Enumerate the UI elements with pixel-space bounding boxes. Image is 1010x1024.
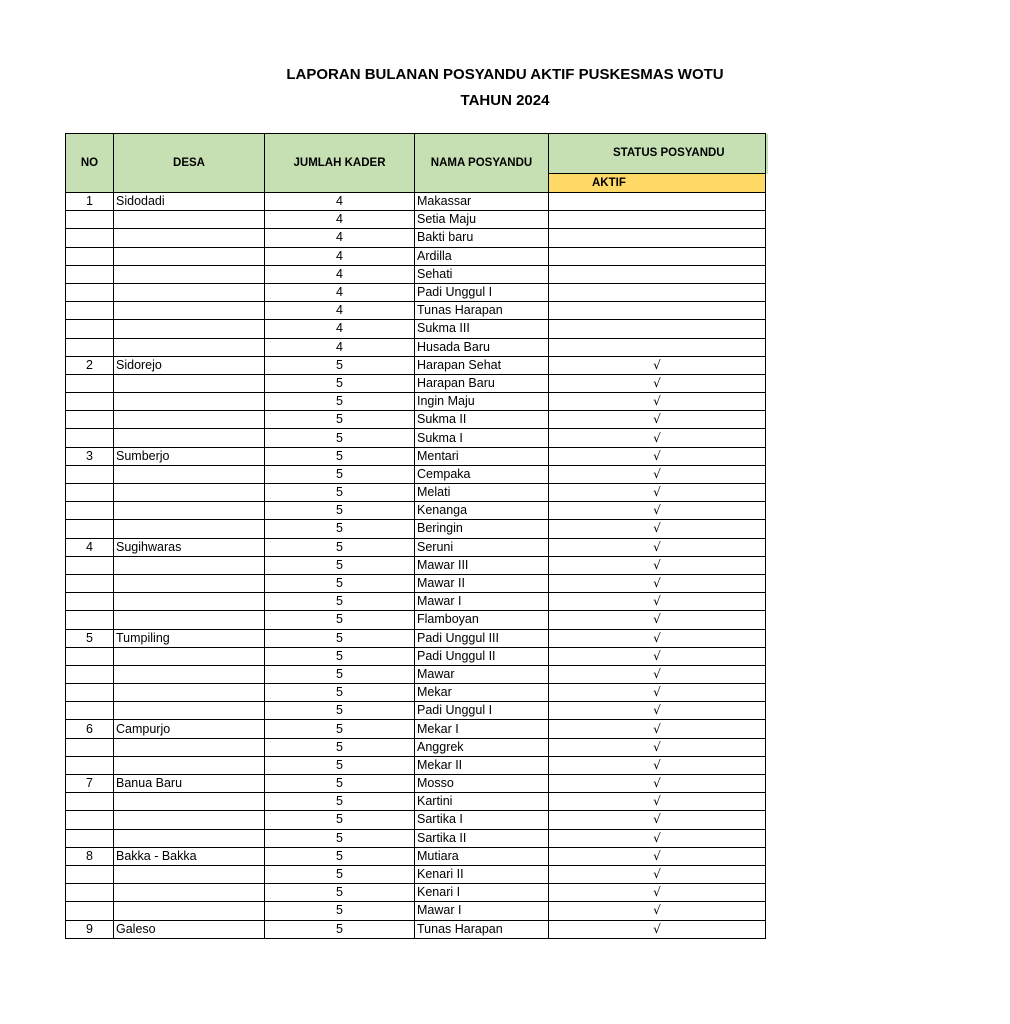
table-row	[66, 865, 766, 883]
cell-nama-posyandu[interactable]: Sukma II	[415, 411, 549, 429]
cell-nama-posyandu[interactable]: Mosso	[415, 775, 549, 793]
cell-no[interactable]	[66, 393, 114, 411]
table-row	[66, 738, 766, 756]
header-aktif: AKTIF	[549, 174, 766, 193]
table-row	[66, 211, 766, 229]
cell-no[interactable]	[66, 702, 114, 720]
cell-status-aktif[interactable]: √	[549, 884, 766, 902]
table-row	[66, 229, 766, 247]
cell-nama-posyandu[interactable]: Husada Baru	[415, 338, 549, 356]
cell-jumlah-kader[interactable]: 5	[265, 593, 415, 611]
cell-desa[interactable]	[114, 484, 265, 502]
cell-desa[interactable]	[114, 829, 265, 847]
cell-jumlah-kader[interactable]: 5	[265, 484, 415, 502]
cell-desa[interactable]: Galeso	[114, 920, 265, 938]
cell-jumlah-kader[interactable]: 5	[265, 920, 415, 938]
cell-no[interactable]	[66, 738, 114, 756]
cell-desa[interactable]	[114, 647, 265, 665]
cell-status-aktif[interactable]: √	[549, 447, 766, 465]
cell-jumlah-kader[interactable]: 4	[265, 265, 415, 283]
cell-status-aktif[interactable]: √	[549, 756, 766, 774]
table-row	[66, 247, 766, 265]
cell-nama-posyandu[interactable]: Mekar II	[415, 756, 549, 774]
cell-status-aktif[interactable]: √	[549, 647, 766, 665]
cell-status-aktif[interactable]: √	[549, 665, 766, 683]
cell-jumlah-kader[interactable]: 4	[265, 211, 415, 229]
cell-status-aktif[interactable]	[549, 338, 766, 356]
cell-desa[interactable]	[114, 611, 265, 629]
cell-jumlah-kader[interactable]: 5	[265, 720, 415, 738]
cell-nama-posyandu[interactable]: Melati	[415, 484, 549, 502]
cell-desa[interactable]: Tumpiling	[114, 629, 265, 647]
cell-jumlah-kader[interactable]: 5	[265, 611, 415, 629]
cell-status-aktif[interactable]: √	[549, 611, 766, 629]
cell-no[interactable]	[66, 211, 114, 229]
cell-status-aktif[interactable]: √	[549, 684, 766, 702]
header-status: STATUS POSYANDU	[549, 134, 766, 174]
cell-status-aktif[interactable]	[549, 283, 766, 301]
cell-desa[interactable]	[114, 229, 265, 247]
cell-jumlah-kader[interactable]: 5	[265, 374, 415, 392]
cell-status-aktif[interactable]: √	[549, 520, 766, 538]
table-row	[66, 884, 766, 902]
cell-no[interactable]	[66, 247, 114, 265]
table-row	[66, 611, 766, 629]
cell-status-aktif[interactable]: √	[549, 411, 766, 429]
cell-jumlah-kader[interactable]: 5	[265, 411, 415, 429]
cell-status-aktif[interactable]: √	[549, 593, 766, 611]
cell-nama-posyandu[interactable]: Tunas Harapan	[415, 302, 549, 320]
cell-no[interactable]	[66, 574, 114, 592]
cell-desa[interactable]	[114, 338, 265, 356]
cell-no[interactable]	[66, 338, 114, 356]
cell-jumlah-kader[interactable]: 5	[265, 738, 415, 756]
cell-nama-posyandu[interactable]: Ingin Maju	[415, 393, 549, 411]
cell-no[interactable]	[66, 902, 114, 920]
table-body	[66, 193, 766, 939]
cell-desa[interactable]	[114, 902, 265, 920]
cell-jumlah-kader[interactable]: 5	[265, 865, 415, 883]
cell-desa[interactable]	[114, 211, 265, 229]
cell-desa[interactable]: Sugihwaras	[114, 538, 265, 556]
header-desa: DESA	[114, 134, 265, 193]
cell-nama-posyandu[interactable]: Kartini	[415, 793, 549, 811]
cell-desa[interactable]	[114, 793, 265, 811]
table-row	[66, 356, 766, 374]
cell-status-aktif[interactable]: √	[549, 811, 766, 829]
cell-desa[interactable]: Sidorejo	[114, 356, 265, 374]
cell-desa[interactable]	[114, 393, 265, 411]
cell-no[interactable]	[66, 611, 114, 629]
cell-desa[interactable]	[114, 702, 265, 720]
cell-desa[interactable]	[114, 884, 265, 902]
cell-nama-posyandu[interactable]: Mawar III	[415, 556, 549, 574]
cell-jumlah-kader[interactable]: 5	[265, 629, 415, 647]
cell-no[interactable]: 4	[66, 538, 114, 556]
cell-nama-posyandu[interactable]: Kenari II	[415, 865, 549, 883]
cell-no[interactable]	[66, 465, 114, 483]
cell-nama-posyandu[interactable]: Padi Unggul III	[415, 629, 549, 647]
cell-status-aktif[interactable]: √	[549, 574, 766, 592]
cell-jumlah-kader[interactable]: 5	[265, 356, 415, 374]
table-row	[66, 574, 766, 592]
table-row	[66, 411, 766, 429]
cell-nama-posyandu[interactable]: Mekar	[415, 684, 549, 702]
cell-no[interactable]	[66, 665, 114, 683]
cell-jumlah-kader[interactable]: 5	[265, 556, 415, 574]
cell-desa[interactable]	[114, 265, 265, 283]
cell-status-aktif[interactable]: √	[549, 374, 766, 392]
cell-desa[interactable]	[114, 502, 265, 520]
cell-nama-posyandu[interactable]: Seruni	[415, 538, 549, 556]
cell-no[interactable]	[66, 647, 114, 665]
report-year: TAHUN 2024	[460, 92, 550, 109]
cell-nama-posyandu[interactable]: Harapan Baru	[415, 374, 549, 392]
cell-nama-posyandu[interactable]: Kenari I	[415, 884, 549, 902]
table-row	[66, 447, 766, 465]
cell-jumlah-kader[interactable]: 5	[265, 775, 415, 793]
cell-nama-posyandu[interactable]: Tunas Harapan	[415, 920, 549, 938]
cell-status-aktif[interactable]	[549, 211, 766, 229]
cell-no[interactable]	[66, 520, 114, 538]
cell-no[interactable]	[66, 411, 114, 429]
cell-no[interactable]	[66, 265, 114, 283]
cell-jumlah-kader[interactable]: 5	[265, 393, 415, 411]
table-row	[66, 902, 766, 920]
cell-nama-posyandu[interactable]: Sartika II	[415, 829, 549, 847]
cell-status-aktif[interactable]	[549, 229, 766, 247]
table-row	[66, 374, 766, 392]
cell-status-aktif[interactable]: √	[549, 465, 766, 483]
table-row	[66, 429, 766, 447]
cell-desa[interactable]: Sumberjo	[114, 447, 265, 465]
cell-jumlah-kader[interactable]: 5	[265, 811, 415, 829]
cell-jumlah-kader[interactable]: 4	[265, 338, 415, 356]
cell-no[interactable]	[66, 302, 114, 320]
cell-status-aktif[interactable]	[549, 320, 766, 338]
header-nama-posyandu: NAMA POSYANDU	[415, 134, 549, 193]
cell-desa[interactable]	[114, 320, 265, 338]
cell-desa[interactable]	[114, 811, 265, 829]
cell-desa[interactable]	[114, 593, 265, 611]
cell-nama-posyandu[interactable]: Anggrek	[415, 738, 549, 756]
cell-no[interactable]: 6	[66, 720, 114, 738]
table-row	[66, 265, 766, 283]
cell-no[interactable]: 5	[66, 629, 114, 647]
report-title: LAPORAN BULANAN POSYANDU AKTIF PUSKESMAS WOTU	[286, 66, 724, 83]
cell-no[interactable]: 1	[66, 193, 114, 211]
cell-no[interactable]	[66, 793, 114, 811]
table-row	[66, 647, 766, 665]
table-row	[66, 393, 766, 411]
cell-no[interactable]: 8	[66, 847, 114, 865]
cell-status-aktif[interactable]	[549, 265, 766, 283]
cell-status-aktif[interactable]	[549, 302, 766, 320]
cell-desa[interactable]	[114, 465, 265, 483]
cell-desa[interactable]: Banua Baru	[114, 775, 265, 793]
table-row	[66, 538, 766, 556]
cell-status-aktif[interactable]: √	[549, 847, 766, 865]
cell-jumlah-kader[interactable]: 5	[265, 429, 415, 447]
cell-no[interactable]: 2	[66, 356, 114, 374]
cell-desa[interactable]	[114, 574, 265, 592]
cell-desa[interactable]	[114, 684, 265, 702]
cell-no[interactable]	[66, 283, 114, 301]
table-row	[66, 756, 766, 774]
cell-nama-posyandu[interactable]: Mawar	[415, 665, 549, 683]
cell-nama-posyandu[interactable]: Sehati	[415, 265, 549, 283]
cell-nama-posyandu[interactable]: Mawar I	[415, 593, 549, 611]
table-row	[66, 320, 766, 338]
cell-status-aktif[interactable]: √	[549, 356, 766, 374]
table-row	[66, 556, 766, 574]
header-no: NO	[66, 134, 114, 193]
cell-no[interactable]	[66, 229, 114, 247]
cell-jumlah-kader[interactable]: 5	[265, 684, 415, 702]
cell-no[interactable]: 3	[66, 447, 114, 465]
cell-nama-posyandu[interactable]: Mawar I	[415, 902, 549, 920]
cell-status-aktif[interactable]: √	[549, 393, 766, 411]
cell-jumlah-kader[interactable]: 4	[265, 320, 415, 338]
cell-desa[interactable]	[114, 374, 265, 392]
cell-no[interactable]	[66, 756, 114, 774]
cell-no[interactable]	[66, 556, 114, 574]
table-row	[66, 702, 766, 720]
cell-desa[interactable]	[114, 283, 265, 301]
cell-status-aktif[interactable]: √	[549, 484, 766, 502]
cell-status-aktif[interactable]: √	[549, 702, 766, 720]
cell-no[interactable]	[66, 593, 114, 611]
table-row	[66, 720, 766, 738]
cell-nama-posyandu[interactable]: Sukma III	[415, 320, 549, 338]
cell-status-aktif[interactable]: √	[549, 865, 766, 883]
cell-nama-posyandu[interactable]: Cempaka	[415, 465, 549, 483]
cell-nama-posyandu[interactable]: Flamboyan	[415, 611, 549, 629]
table-row	[66, 775, 766, 793]
cell-jumlah-kader[interactable]: 5	[265, 574, 415, 592]
cell-desa[interactable]: Sidodadi	[114, 193, 265, 211]
cell-no[interactable]	[66, 865, 114, 883]
cell-jumlah-kader[interactable]: 5	[265, 756, 415, 774]
cell-desa[interactable]	[114, 665, 265, 683]
cell-jumlah-kader[interactable]: 4	[265, 193, 415, 211]
cell-desa[interactable]	[114, 865, 265, 883]
cell-nama-posyandu[interactable]: Makassar	[415, 193, 549, 211]
cell-no[interactable]	[66, 484, 114, 502]
cell-jumlah-kader[interactable]: 4	[265, 247, 415, 265]
table-row	[66, 629, 766, 647]
cell-jumlah-kader[interactable]: 5	[265, 902, 415, 920]
cell-no[interactable]: 7	[66, 775, 114, 793]
cell-no[interactable]	[66, 374, 114, 392]
cell-no[interactable]	[66, 429, 114, 447]
cell-desa[interactable]: Bakka - Bakka	[114, 847, 265, 865]
cell-jumlah-kader[interactable]: 5	[265, 538, 415, 556]
cell-status-aktif[interactable]: √	[549, 629, 766, 647]
table-row	[66, 847, 766, 865]
cell-status-aktif[interactable]: √	[549, 720, 766, 738]
cell-nama-posyandu[interactable]: Padi Unggul I	[415, 283, 549, 301]
cell-jumlah-kader[interactable]: 5	[265, 647, 415, 665]
cell-jumlah-kader[interactable]: 5	[265, 447, 415, 465]
cell-nama-posyandu[interactable]: Setia Maju	[415, 211, 549, 229]
cell-nama-posyandu[interactable]: Sartika I	[415, 811, 549, 829]
cell-jumlah-kader[interactable]: 5	[265, 465, 415, 483]
cell-nama-posyandu[interactable]: Sukma I	[415, 429, 549, 447]
table-row	[66, 302, 766, 320]
header-jumlah-kader: JUMLAH KADER	[265, 134, 415, 193]
cell-no[interactable]	[66, 829, 114, 847]
cell-jumlah-kader[interactable]: 4	[265, 229, 415, 247]
cell-status-aktif[interactable]	[549, 247, 766, 265]
cell-nama-posyandu[interactable]: Beringin	[415, 520, 549, 538]
table-row	[66, 193, 766, 211]
table-row	[66, 338, 766, 356]
cell-status-aktif[interactable]: √	[549, 538, 766, 556]
cell-no[interactable]: 9	[66, 920, 114, 938]
cell-jumlah-kader[interactable]: 5	[265, 702, 415, 720]
cell-nama-posyandu[interactable]: Padi Unggul I	[415, 702, 549, 720]
cell-jumlah-kader[interactable]: 5	[265, 793, 415, 811]
cell-no[interactable]	[66, 320, 114, 338]
cell-status-aktif[interactable]: √	[549, 920, 766, 938]
cell-status-aktif[interactable]: √	[549, 775, 766, 793]
cell-jumlah-kader[interactable]: 5	[265, 665, 415, 683]
cell-no[interactable]	[66, 811, 114, 829]
cell-status-aktif[interactable]: √	[549, 793, 766, 811]
cell-nama-posyandu[interactable]: Mutiara	[415, 847, 549, 865]
cell-jumlah-kader[interactable]: 5	[265, 884, 415, 902]
posyandu-table	[65, 133, 766, 939]
cell-no[interactable]	[66, 502, 114, 520]
cell-jumlah-kader[interactable]: 5	[265, 502, 415, 520]
cell-jumlah-kader[interactable]: 5	[265, 829, 415, 847]
cell-desa[interactable]	[114, 429, 265, 447]
cell-status-aktif[interactable]: √	[549, 502, 766, 520]
cell-status-aktif[interactable]: √	[549, 902, 766, 920]
cell-desa[interactable]	[114, 247, 265, 265]
table-row	[66, 811, 766, 829]
cell-nama-posyandu[interactable]: Padi Unggul II	[415, 647, 549, 665]
cell-nama-posyandu[interactable]: Mawar II	[415, 574, 549, 592]
cell-status-aktif[interactable]: √	[549, 429, 766, 447]
table-row	[66, 920, 766, 938]
cell-status-aktif[interactable]: √	[549, 556, 766, 574]
cell-jumlah-kader[interactable]: 4	[265, 302, 415, 320]
cell-jumlah-kader[interactable]: 5	[265, 520, 415, 538]
table-row	[66, 520, 766, 538]
table-row	[66, 484, 766, 502]
cell-desa[interactable]	[114, 520, 265, 538]
cell-desa[interactable]	[114, 302, 265, 320]
cell-nama-posyandu[interactable]: Mentari	[415, 447, 549, 465]
cell-status-aktif[interactable]: √	[549, 738, 766, 756]
cell-status-aktif[interactable]	[549, 193, 766, 211]
cell-desa[interactable]	[114, 556, 265, 574]
cell-nama-posyandu[interactable]: Harapan Sehat	[415, 356, 549, 374]
cell-nama-posyandu[interactable]: Ardilla	[415, 247, 549, 265]
cell-jumlah-kader[interactable]: 5	[265, 847, 415, 865]
table-row	[66, 283, 766, 301]
table-row	[66, 684, 766, 702]
cell-nama-posyandu[interactable]: Bakti baru	[415, 229, 549, 247]
cell-desa[interactable]	[114, 756, 265, 774]
table-row	[66, 465, 766, 483]
table-row	[66, 793, 766, 811]
cell-no[interactable]	[66, 684, 114, 702]
cell-jumlah-kader[interactable]: 4	[265, 283, 415, 301]
table-row	[66, 665, 766, 683]
cell-no[interactable]	[66, 884, 114, 902]
cell-nama-posyandu[interactable]: Kenanga	[415, 502, 549, 520]
cell-status-aktif[interactable]: √	[549, 829, 766, 847]
table-row	[66, 502, 766, 520]
cell-nama-posyandu[interactable]: Mekar I	[415, 720, 549, 738]
table-row	[66, 829, 766, 847]
cell-desa[interactable]	[114, 411, 265, 429]
table-row	[66, 593, 766, 611]
cell-desa[interactable]: Campurjo	[114, 720, 265, 738]
cell-desa[interactable]	[114, 738, 265, 756]
